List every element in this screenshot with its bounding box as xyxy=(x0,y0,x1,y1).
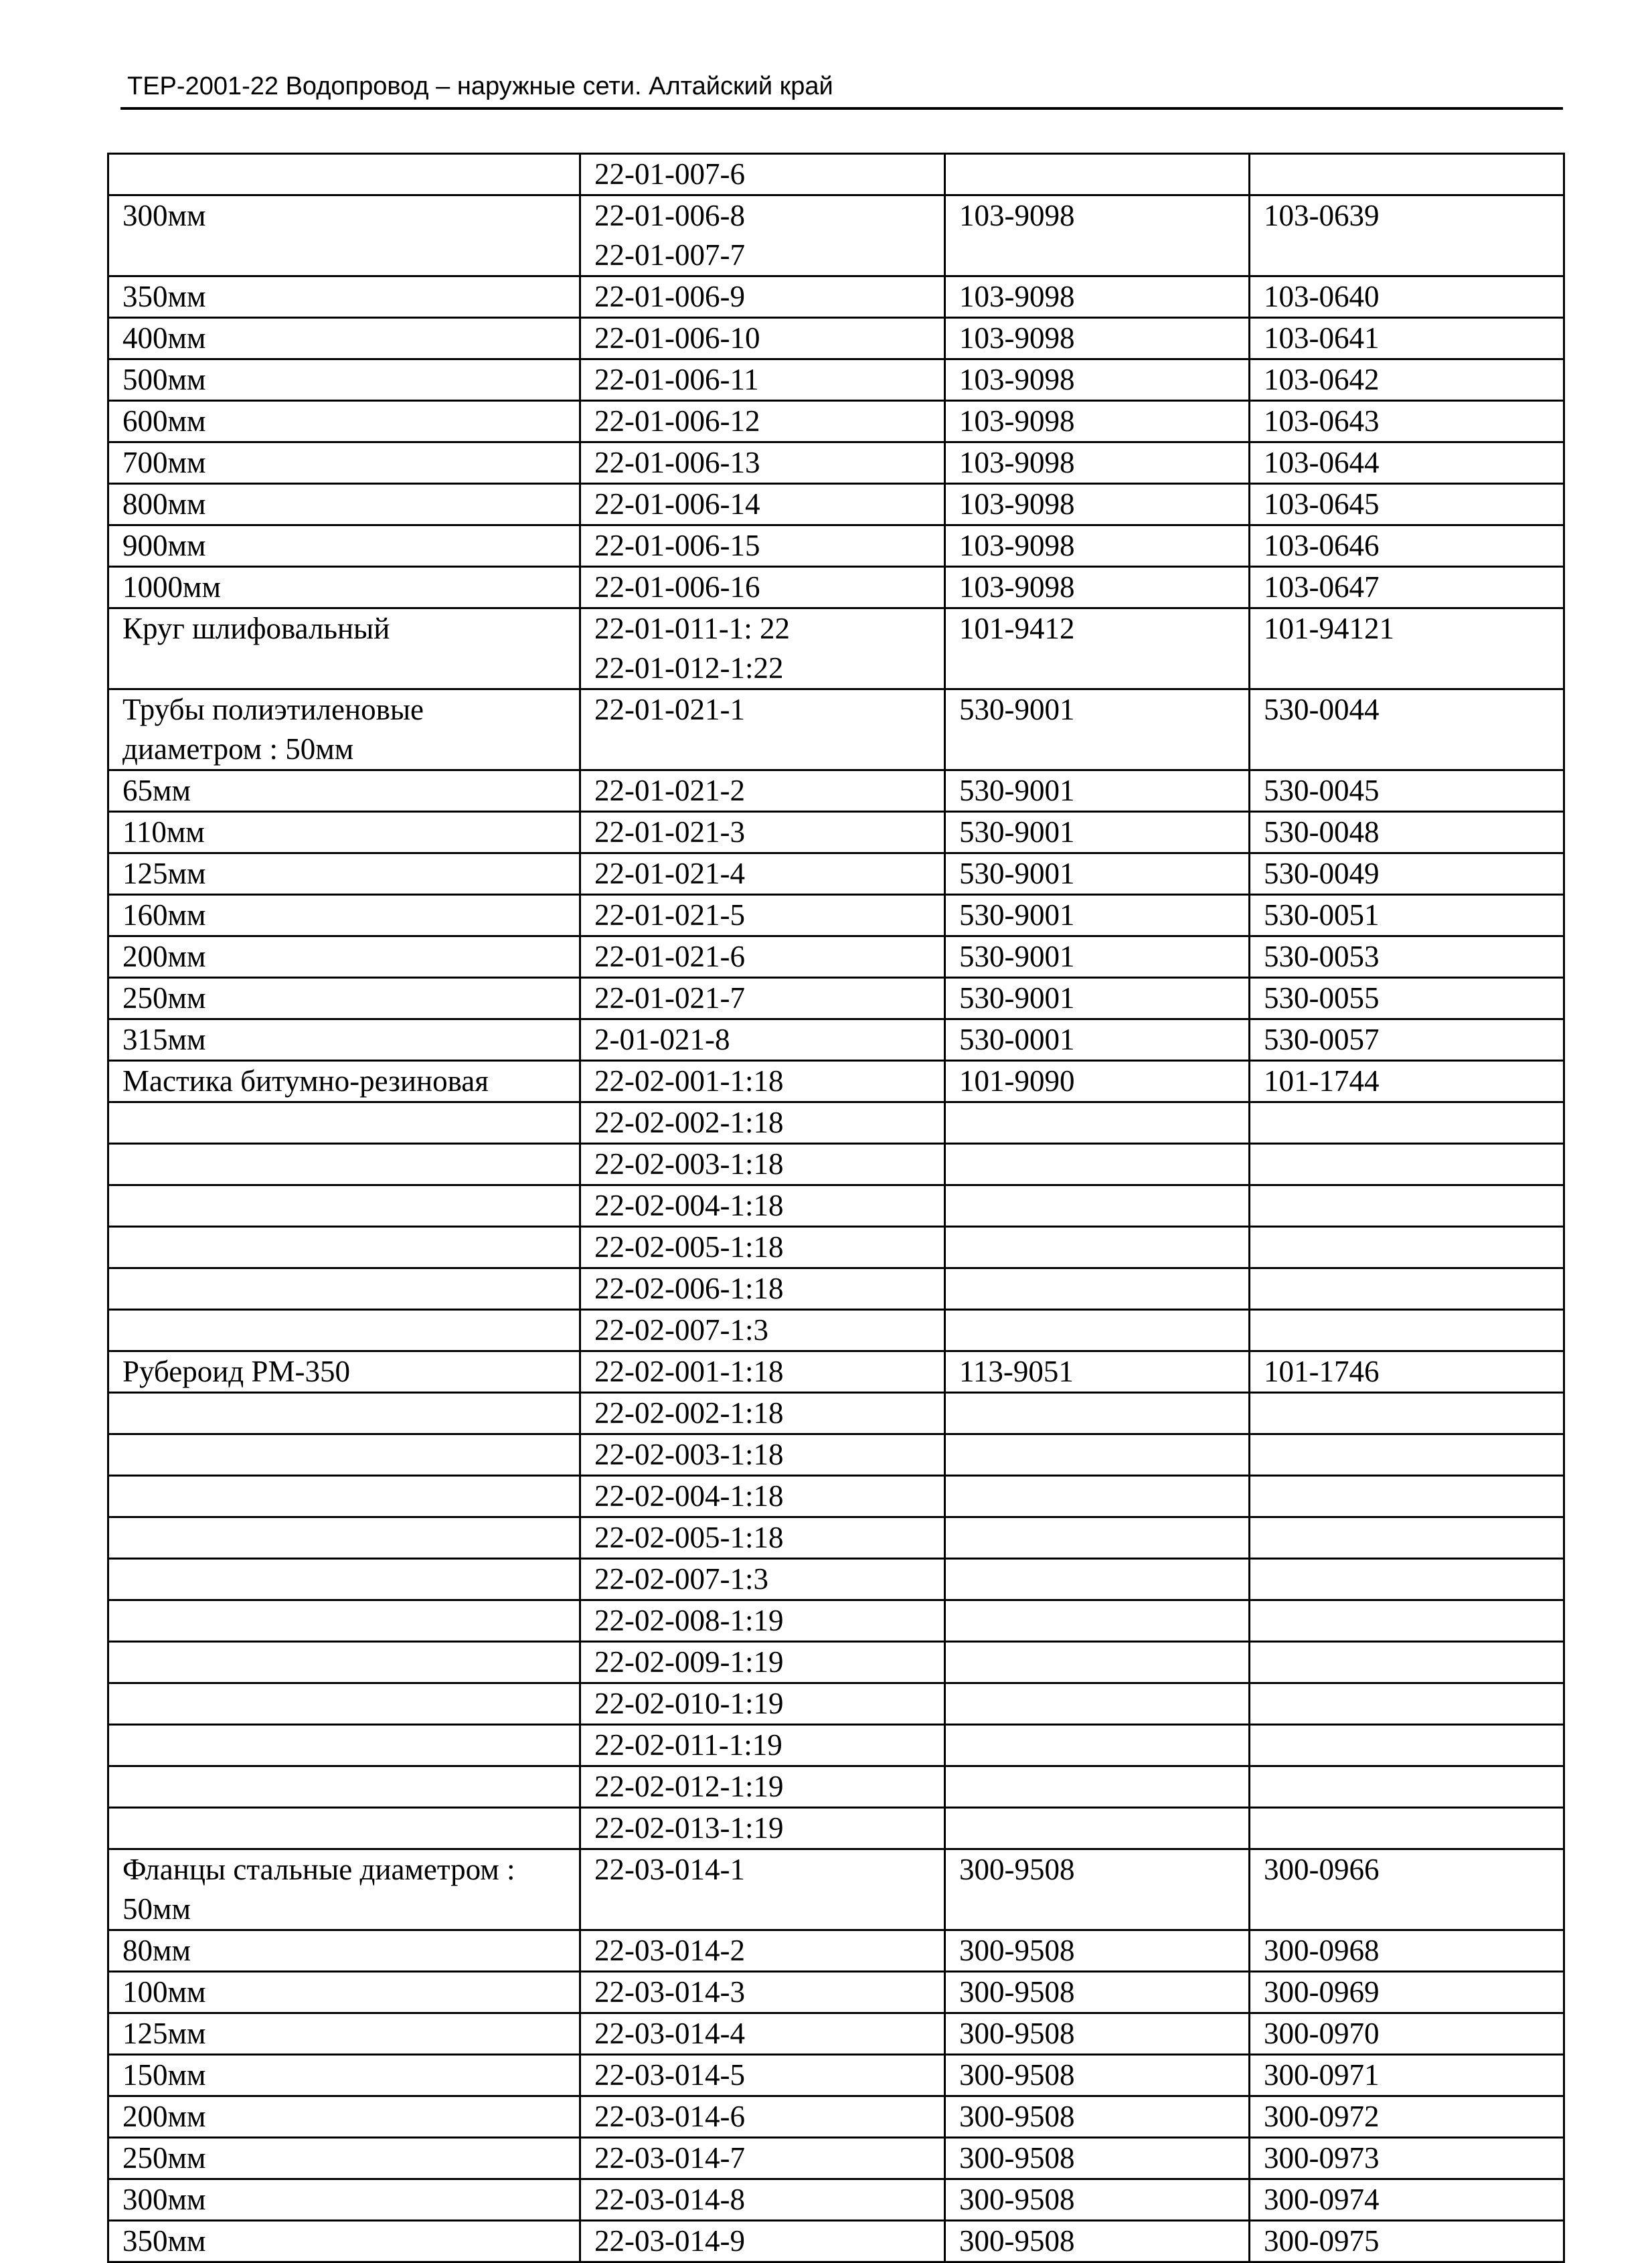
cell-resource: 103-9098 xyxy=(945,442,1250,484)
cell-resource: 101-9090 xyxy=(945,1061,1250,1102)
cell-line: 22-02-001-1:18 xyxy=(594,1355,784,1388)
table-row xyxy=(108,442,1564,484)
cell-name xyxy=(108,1185,580,1227)
cell-rate-codes xyxy=(580,567,945,608)
cell-code: 103-0644 xyxy=(1250,442,1564,484)
cell-name: 300мм xyxy=(108,195,580,276)
table-row xyxy=(108,2013,1564,2055)
cell-name xyxy=(108,1144,580,1185)
cell-line: 22-03-014-4 xyxy=(594,2017,745,2050)
cell-resource: 530-9001 xyxy=(945,812,1250,853)
cell-line: 22-02-011-1:19 xyxy=(594,1728,782,1762)
cell-resource: 530-9001 xyxy=(945,770,1250,812)
table-row xyxy=(108,1268,1564,1310)
cell-name xyxy=(108,1517,580,1559)
table-row xyxy=(108,1476,1564,1517)
cell-line: 22-02-001-1:18 xyxy=(594,1064,784,1098)
cell-rate-codes xyxy=(580,1972,945,2013)
cell-resource xyxy=(945,1144,1250,1185)
cell-resource: 103-9098 xyxy=(945,318,1250,359)
cell-resource xyxy=(945,1268,1250,1310)
cell-name: 400мм xyxy=(108,318,580,359)
cell-name xyxy=(108,1766,580,1808)
table-row xyxy=(108,567,1564,608)
cell-code: 103-0642 xyxy=(1250,359,1564,401)
table-row xyxy=(108,1019,1564,1061)
cell-line: 22-02-008-1:19 xyxy=(594,1604,784,1637)
cell-code: 530-0051 xyxy=(1250,895,1564,936)
cell-resource: 300-9508 xyxy=(945,1972,1250,2013)
table-row xyxy=(108,853,1564,895)
cell-resource xyxy=(945,1642,1250,1683)
cell-resource: 103-9098 xyxy=(945,276,1250,318)
table-row xyxy=(108,2221,1564,2262)
cell-rate-codes xyxy=(580,442,945,484)
cell-rate-codes xyxy=(580,1476,945,1517)
cell-rate-codes xyxy=(580,689,945,770)
cell-resource xyxy=(945,1310,1250,1351)
cell-line: 22-02-012-1:19 xyxy=(594,1770,784,1803)
cell-line: 22-03-014-3 xyxy=(594,1975,745,2009)
cell-rate-codes xyxy=(580,318,945,359)
cell-resource xyxy=(945,1725,1250,1766)
cell-code: 300-0972 xyxy=(1250,2096,1564,2138)
cell-name: 160мм xyxy=(108,895,580,936)
cell-resource: 530-9001 xyxy=(945,895,1250,936)
cell-name xyxy=(108,154,580,195)
cell-resource xyxy=(945,1102,1250,1144)
table-row xyxy=(108,525,1564,567)
cell-resource xyxy=(945,1227,1250,1268)
cell-line: 22-02-003-1:18 xyxy=(594,1438,784,1471)
cell-code xyxy=(1250,1559,1564,1600)
cell-line: 22-01-006-10 xyxy=(594,321,760,355)
cell-code xyxy=(1250,1227,1564,1268)
cell-line: 22-02-006-1:18 xyxy=(594,1272,784,1305)
cell-rate-codes xyxy=(580,1185,945,1227)
cell-rate-codes xyxy=(580,1393,945,1434)
cell-code xyxy=(1250,1766,1564,1808)
cell-resource: 103-9098 xyxy=(945,567,1250,608)
cell-resource: 530-9001 xyxy=(945,978,1250,1019)
header-rule xyxy=(120,107,1563,110)
cell-line: 22-01-012-1:22 xyxy=(594,651,784,685)
table-row xyxy=(108,195,1564,276)
table-row xyxy=(108,1517,1564,1559)
cell-resource xyxy=(945,1683,1250,1725)
cell-name: 200мм xyxy=(108,936,580,978)
cell-line: 22-01-006-13 xyxy=(594,446,760,479)
cell-name xyxy=(108,1725,580,1766)
cell-rate-codes xyxy=(580,2138,945,2179)
cell-resource: 530-9001 xyxy=(945,853,1250,895)
cell-resource xyxy=(945,1600,1250,1642)
cell-line: 22-02-007-1:3 xyxy=(594,1313,768,1347)
cell-code: 300-0974 xyxy=(1250,2179,1564,2221)
cell-rate-codes xyxy=(580,1517,945,1559)
cell-line: 22-01-006-8 xyxy=(594,199,745,232)
cell-line: 22-02-010-1:19 xyxy=(594,1687,784,1720)
cell-line: 22-01-021-6 xyxy=(594,940,745,973)
table-row xyxy=(108,401,1564,442)
cell-name xyxy=(108,1642,580,1683)
cell-name: 80мм xyxy=(108,1930,580,1972)
cell-rate-codes xyxy=(580,2055,945,2096)
table-row xyxy=(108,1061,1564,1102)
cell-line: 22-01-021-1 xyxy=(594,693,745,726)
cell-line: 22-02-002-1:18 xyxy=(594,1396,784,1430)
cell-code xyxy=(1250,1102,1564,1144)
cell-name: 150мм xyxy=(108,2055,580,2096)
cell-code: 103-0646 xyxy=(1250,525,1564,567)
cell-name xyxy=(108,1434,580,1476)
table-row xyxy=(108,1144,1564,1185)
cell-code xyxy=(1250,1808,1564,1849)
table-row xyxy=(108,1600,1564,1642)
cell-name: 110мм xyxy=(108,812,580,853)
cell-rate-codes xyxy=(580,1310,945,1351)
table-row xyxy=(108,1102,1564,1144)
table-row xyxy=(108,1725,1564,1766)
cell-line: 22-01-021-4 xyxy=(594,857,745,890)
cell-code: 300-0969 xyxy=(1250,1972,1564,2013)
cell-rate-codes xyxy=(580,401,945,442)
cell-line: 22-03-014-9 xyxy=(594,2224,745,2258)
cell-rate-codes xyxy=(580,608,945,689)
table-row xyxy=(108,154,1564,195)
cell-rate-codes xyxy=(580,1102,945,1144)
cell-line: 22-01-021-2 xyxy=(594,774,745,807)
cell-name: 315мм xyxy=(108,1019,580,1061)
cell-code: 300-0970 xyxy=(1250,2013,1564,2055)
cell-line: 22-03-014-5 xyxy=(594,2058,745,2092)
cell-name: 700мм xyxy=(108,442,580,484)
cell-code xyxy=(1250,1642,1564,1683)
table-body xyxy=(108,154,1564,2262)
cell-code xyxy=(1250,1268,1564,1310)
cell-resource: 300-9508 xyxy=(945,2013,1250,2055)
cell-rate-codes xyxy=(580,1227,945,1268)
cell-rate-codes xyxy=(580,1144,945,1185)
cell-line: 22-03-014-6 xyxy=(594,2100,745,2133)
table-row xyxy=(108,1351,1564,1393)
cell-name: 65мм xyxy=(108,770,580,812)
cell-code: 103-0643 xyxy=(1250,401,1564,442)
cell-name: 1000мм xyxy=(108,567,580,608)
table-row xyxy=(108,1185,1564,1227)
cell-resource: 300-9508 xyxy=(945,2221,1250,2262)
cell-rate-codes xyxy=(580,484,945,525)
cell-rate-codes xyxy=(580,936,945,978)
cell-name xyxy=(108,1310,580,1351)
cell-rate-codes xyxy=(580,359,945,401)
cell-rate-codes xyxy=(580,978,945,1019)
cell-name: 125мм xyxy=(108,853,580,895)
cell-line: 22-02-004-1:18 xyxy=(594,1479,784,1513)
cell-code: 103-0641 xyxy=(1250,318,1564,359)
cell-name xyxy=(108,1268,580,1310)
cell-name xyxy=(108,1808,580,1849)
cell-name xyxy=(108,1683,580,1725)
table-row xyxy=(108,770,1564,812)
cell-code: 103-0645 xyxy=(1250,484,1564,525)
cell-code xyxy=(1250,1310,1564,1351)
table-row xyxy=(108,1559,1564,1600)
cell-rate-codes xyxy=(580,2221,945,2262)
cell-code xyxy=(1250,1144,1564,1185)
cell-name xyxy=(108,1393,580,1434)
cell-resource: 530-0001 xyxy=(945,1019,1250,1061)
cell-line: 22-01-006-16 xyxy=(594,570,760,604)
cell-line: 22-03-014-1 xyxy=(594,1853,745,1886)
cell-name: 300мм xyxy=(108,2179,580,2221)
cell-code xyxy=(1250,1185,1564,1227)
cell-resource xyxy=(945,1476,1250,1517)
cell-rate-codes xyxy=(580,1808,945,1849)
table-row xyxy=(108,2096,1564,2138)
table-row xyxy=(108,1310,1564,1351)
cell-code xyxy=(1250,1600,1564,1642)
cell-resource xyxy=(945,1393,1250,1434)
cell-name xyxy=(108,1227,580,1268)
table-row xyxy=(108,318,1564,359)
cell-resource: 300-9508 xyxy=(945,1930,1250,1972)
table-row xyxy=(108,608,1564,689)
cell-rate-codes xyxy=(580,1600,945,1642)
table-row xyxy=(108,1642,1564,1683)
cell-rate-codes xyxy=(580,1725,945,1766)
table-row xyxy=(108,2055,1564,2096)
cell-name: 250мм xyxy=(108,978,580,1019)
cell-line: 22-01-021-3 xyxy=(594,815,745,849)
table-row xyxy=(108,359,1564,401)
cell-line: 22-01-006-12 xyxy=(594,404,760,438)
cell-name xyxy=(108,1102,580,1144)
table-row xyxy=(108,1808,1564,1849)
cell-line: 22-01-007-7 xyxy=(594,238,745,272)
cell-resource: 530-9001 xyxy=(945,689,1250,770)
cell-code: 530-0048 xyxy=(1250,812,1564,853)
cell-resource: 113-9051 xyxy=(945,1351,1250,1393)
table-row xyxy=(108,1930,1564,1972)
cell-resource: 103-9098 xyxy=(945,359,1250,401)
cell-rate-codes xyxy=(580,1061,945,1102)
cell-line: 22-03-014-7 xyxy=(594,2141,745,2175)
cell-rate-codes xyxy=(580,2179,945,2221)
cell-code: 103-0640 xyxy=(1250,276,1564,318)
cell-name-text: Трубы полиэтиленовые диаметром : 50мм xyxy=(122,693,424,766)
cell-line: 22-02-005-1:18 xyxy=(594,1521,784,1554)
table-row xyxy=(108,1434,1564,1476)
cell-code xyxy=(1250,1476,1564,1517)
cell-line: 22-01-021-7 xyxy=(594,981,745,1015)
cell-resource: 300-9508 xyxy=(945,2138,1250,2179)
cell-line: 22-02-005-1:18 xyxy=(594,1230,784,1264)
cell-rate-codes xyxy=(580,812,945,853)
cell-code: 103-0639 xyxy=(1250,195,1564,276)
cell-name: 900мм xyxy=(108,525,580,567)
cell-line: 22-02-003-1:18 xyxy=(594,1147,784,1181)
cell-line: 22-03-014-2 xyxy=(594,1934,745,1967)
table-row xyxy=(108,1849,1564,1930)
cell-code: 530-0053 xyxy=(1250,936,1564,978)
cell-code: 103-0647 xyxy=(1250,567,1564,608)
cell-rate-codes xyxy=(580,195,945,276)
cell-code xyxy=(1250,1434,1564,1476)
table-row xyxy=(108,276,1564,318)
cell-name: 100мм xyxy=(108,1972,580,2013)
cell-resource: 300-9508 xyxy=(945,1849,1250,1930)
cell-name: 800мм xyxy=(108,484,580,525)
table-row xyxy=(108,1766,1564,1808)
cell-line: 22-01-006-9 xyxy=(594,280,745,313)
cell-rate-codes xyxy=(580,2096,945,2138)
cell-code: 300-0973 xyxy=(1250,2138,1564,2179)
cell-code: 101-1744 xyxy=(1250,1061,1564,1102)
cell-code: 101-1746 xyxy=(1250,1351,1564,1393)
cell-resource: 103-9098 xyxy=(945,401,1250,442)
cell-code xyxy=(1250,154,1564,195)
table-row xyxy=(108,689,1564,770)
cell-resource: 300-9508 xyxy=(945,2179,1250,2221)
cell-code xyxy=(1250,1683,1564,1725)
table-row xyxy=(108,978,1564,1019)
cell-code: 530-0055 xyxy=(1250,978,1564,1019)
cell-rate-codes xyxy=(580,1268,945,1310)
cell-name: 125мм xyxy=(108,2013,580,2055)
cell-rate-codes xyxy=(580,1683,945,1725)
cell-resource: 103-9098 xyxy=(945,484,1250,525)
cell-code: 300-0968 xyxy=(1250,1930,1564,1972)
cell-resource: 300-9508 xyxy=(945,2055,1250,2096)
cell-rate-codes xyxy=(580,770,945,812)
cell-name xyxy=(108,1476,580,1517)
cell-code: 530-0049 xyxy=(1250,853,1564,895)
cell-resource: 103-9098 xyxy=(945,195,1250,276)
cell-code xyxy=(1250,1725,1564,1766)
cell-resource xyxy=(945,1434,1250,1476)
cell-resource xyxy=(945,1766,1250,1808)
table-row xyxy=(108,895,1564,936)
cell-line: 22-02-009-1:19 xyxy=(594,1645,784,1679)
cell-resource xyxy=(945,1517,1250,1559)
table-row xyxy=(108,2138,1564,2179)
table-row xyxy=(108,484,1564,525)
table-row xyxy=(108,1972,1564,2013)
cell-line: 22-01-006-14 xyxy=(594,487,760,521)
cell-line: 22-01-021-5 xyxy=(594,898,745,932)
cell-resource xyxy=(945,1185,1250,1227)
cell-line: 22-01-006-15 xyxy=(594,529,760,562)
cell-name: 200мм xyxy=(108,2096,580,2138)
cell-rate-codes xyxy=(580,276,945,318)
cell-line: 22-01-006-11 xyxy=(594,363,759,396)
table-row xyxy=(108,936,1564,978)
cell-name xyxy=(108,1559,580,1600)
cell-line: 22-02-013-1:19 xyxy=(594,1811,784,1845)
table-row xyxy=(108,2179,1564,2221)
resource-table xyxy=(107,153,1565,2263)
cell-rate-codes xyxy=(580,895,945,936)
cell-code: 300-0966 xyxy=(1250,1849,1564,1930)
cell-rate-codes xyxy=(580,525,945,567)
cell-line: 22-02-007-1:3 xyxy=(594,1562,768,1596)
cell-rate-codes xyxy=(580,2013,945,2055)
cell-rate-codes xyxy=(580,154,945,195)
cell-name-text: Фланцы стальные диаметром : 50мм xyxy=(122,1853,515,1926)
cell-rate-codes xyxy=(580,1849,945,1930)
cell-resource: 103-9098 xyxy=(945,525,1250,567)
cell-resource xyxy=(945,1808,1250,1849)
cell-rate-codes xyxy=(580,1019,945,1061)
cell-line: 22-02-002-1:18 xyxy=(594,1106,784,1139)
cell-resource: 530-9001 xyxy=(945,936,1250,978)
cell-code: 530-0044 xyxy=(1250,689,1564,770)
cell-line: 22-01-011-1: 22 xyxy=(594,612,791,645)
cell-resource xyxy=(945,1559,1250,1600)
cell-line: 22-02-004-1:18 xyxy=(594,1189,784,1222)
cell-code xyxy=(1250,1517,1564,1559)
cell-rate-codes xyxy=(580,1766,945,1808)
cell-line: 22-01-007-6 xyxy=(594,157,745,191)
cell-code: 300-0971 xyxy=(1250,2055,1564,2096)
cell-name xyxy=(108,689,580,770)
cell-name: Мастика битумно-резиновая xyxy=(108,1061,580,1102)
cell-resource xyxy=(945,154,1250,195)
cell-rate-codes xyxy=(580,1434,945,1476)
cell-code: 300-0975 xyxy=(1250,2221,1564,2262)
cell-name: Круг шлифовальный xyxy=(108,608,580,689)
table-row xyxy=(108,812,1564,853)
cell-line: 2-01-021-8 xyxy=(594,1023,730,1056)
cell-rate-codes xyxy=(580,1351,945,1393)
cell-name: Рубероид РМ-350 xyxy=(108,1351,580,1393)
table-row xyxy=(108,1683,1564,1725)
cell-rate-codes xyxy=(580,853,945,895)
cell-rate-codes xyxy=(580,1930,945,1972)
cell-name: 600мм xyxy=(108,401,580,442)
cell-code: 530-0057 xyxy=(1250,1019,1564,1061)
page-header: ТЕР-2001-22 Водопровод – наружные сети. Алтайский край xyxy=(127,72,833,100)
cell-name xyxy=(108,1849,580,1930)
cell-resource: 300-9508 xyxy=(945,2096,1250,2138)
cell-code xyxy=(1250,1393,1564,1434)
cell-name xyxy=(108,1600,580,1642)
cell-resource: 101-9412 xyxy=(945,608,1250,689)
cell-name: 350мм xyxy=(108,276,580,318)
cell-name: 250мм xyxy=(108,2138,580,2179)
cell-code: 530-0045 xyxy=(1250,770,1564,812)
cell-name: 350мм xyxy=(108,2221,580,2262)
cell-name: 500мм xyxy=(108,359,580,401)
cell-rate-codes xyxy=(580,1559,945,1600)
cell-rate-codes xyxy=(580,1642,945,1683)
cell-code: 101-94121 xyxy=(1250,608,1564,689)
table-row xyxy=(108,1227,1564,1268)
table-row xyxy=(108,1393,1564,1434)
cell-line: 22-03-014-8 xyxy=(594,2183,745,2216)
